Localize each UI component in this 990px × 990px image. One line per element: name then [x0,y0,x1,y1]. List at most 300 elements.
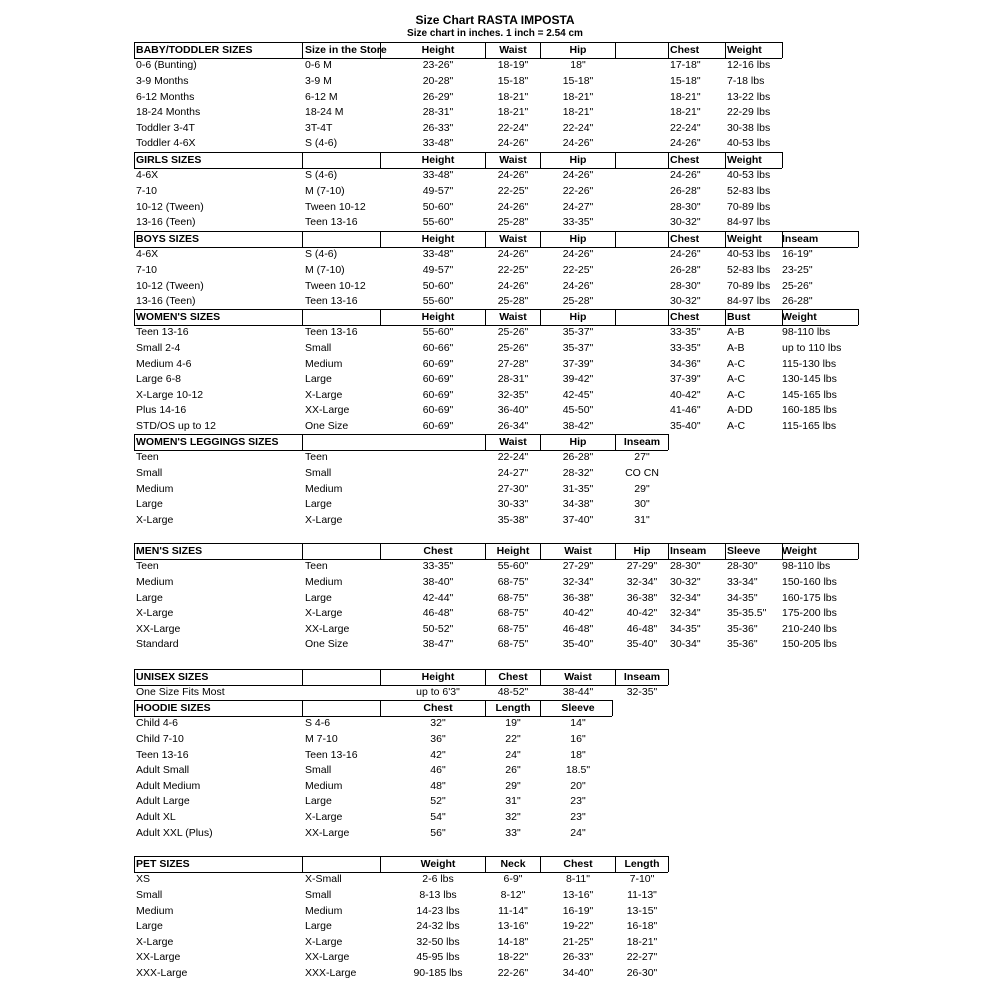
table-cell: 25-28" [497,216,529,229]
column-header: Chest [423,701,453,714]
section-header-border-side [858,231,859,247]
table-cell: 34-40" [562,967,594,979]
table-cell: Small [305,342,332,354]
section-header-divider [380,543,381,559]
table-cell: A-C [727,357,746,370]
column-header: Waist [564,544,592,557]
table-cell: 36-40" [497,404,529,417]
table-cell: 18-21" [562,90,594,103]
table-cell: 22-25" [497,264,529,276]
row-label: Large 6-8 [136,373,181,386]
table-cell: M 7-10 [305,733,338,745]
table-cell: 55-60" [422,326,454,339]
column-header: Weight [420,857,456,870]
section-header-divider [302,856,303,872]
table-cell: 23-26" [422,59,454,72]
table-cell: 36-38" [626,591,658,604]
table-cell: 18" [570,59,586,72]
column-header: Length [624,857,660,870]
table-cell: 32-34" [670,607,701,620]
row-label: 4-6X [136,248,159,261]
row-label: XXX-Large [136,967,188,979]
table-cell: 35-40" [626,638,658,651]
column-header: Hip [569,435,587,448]
table-cell: 22-24" [670,121,701,134]
table-cell: 145-165 lbs [782,388,837,401]
table-cell: S (4-6) [305,169,338,182]
table-cell: X-Large [305,388,343,401]
table-cell: 22" [505,733,521,745]
table-cell: 115-130 lbs [782,357,837,370]
section-header-border-side [134,700,135,716]
table-cell: 26-28" [670,264,701,276]
table-cell: 22-24" [497,451,529,464]
table-cell: 38-42" [562,420,594,432]
table-cell: 46-48" [626,622,658,635]
table-cell: 68-75" [497,622,529,635]
table-cell: 28-30" [670,200,701,213]
row-label: Adult Medium [136,779,201,792]
table-cell: 38-40" [422,576,454,588]
table-cell: 33-48" [422,137,454,150]
table-cell: 30-32" [670,216,701,229]
table-cell: 6-12 M [305,90,338,103]
table-cell: 33-48" [422,169,454,182]
table-cell: 46" [430,764,446,777]
table-cell: 39-42" [562,373,594,386]
table-cell: 26-28" [670,185,701,197]
section-header-divider [725,543,726,559]
row-label: Adult XXL (Plus) [136,826,213,839]
table-cell: 7-10" [629,873,655,886]
table-cell: 6-9" [503,873,523,886]
table-cell: Medium [305,779,343,792]
table-cell: 30-33" [497,498,529,511]
table-cell: A-B [727,326,745,339]
table-cell: 23-25" [782,264,813,276]
table-cell: 12-16 lbs [727,59,771,72]
table-cell: Teen 13-16 [305,326,358,339]
column-header: Sleeve [561,701,595,714]
table-cell: 13-16" [562,889,594,901]
section-header-divider [668,42,669,58]
table-cell: 30-38 lbs [727,121,771,134]
row-label: 18-24 Months [136,106,201,119]
section-title: HOODIE SIZES [136,701,211,714]
table-cell: 28-32" [562,467,594,479]
table-cell: 35-36" [727,622,758,635]
row-label: Medium 4-6 [136,357,192,370]
table-cell: 40-42" [626,607,658,620]
table-cell: 32-34" [670,591,701,604]
column-header: Inseam [670,544,707,557]
table-cell: Large [305,591,332,604]
column-header: Length [495,701,531,714]
section-header-divider [380,152,381,168]
row-label: XX-Large [136,622,181,635]
table-cell: 60-69" [422,420,454,432]
table-cell: 130-145 lbs [782,373,837,386]
row-label: 7-10 [136,264,158,276]
column-header: Waist [499,43,527,56]
section-header-divider [668,152,669,168]
table-cell: 37-39" [670,373,701,386]
table-cell: 29" [634,482,650,495]
column-header: Weight [782,310,817,323]
table-cell: 24-27" [562,200,594,213]
table-cell: 25-28" [497,295,529,308]
table-cell: 24-26" [562,248,594,261]
section-header-border-side [134,434,135,450]
table-cell: 52-83 lbs [727,185,771,197]
table-cell: 28-31" [422,106,454,119]
table-cell: 24-26" [670,248,701,261]
row-label: 10-12 (Tween) [136,279,204,292]
table-cell: XXX-Large [305,967,357,979]
table-cell: 19" [505,717,521,730]
table-cell: 31-35" [562,482,594,495]
table-cell: 24-26" [497,169,529,182]
table-cell: 26-34" [497,420,529,432]
column-header: Height [421,153,455,166]
section-title: WOMEN'S SIZES [136,310,221,323]
row-label: Toddler 4-6X [136,137,196,150]
row-label: Adult Large [136,795,190,808]
table-cell: 35-40" [670,420,701,432]
section-header-divider [302,543,303,559]
table-cell: 34-35" [727,591,758,604]
column-header: Size in the Store [305,43,387,56]
table-cell: 16" [570,733,586,745]
table-cell: 160-185 lbs [782,404,837,417]
table-cell: 25-26" [782,279,813,292]
section-header-divider [668,231,669,247]
column-header: Chest [498,670,528,683]
table-cell: 22-26" [562,185,594,197]
table-cell: 35-36" [727,638,758,651]
table-cell: 70-89 lbs [727,279,771,292]
table-cell: 70-89 lbs [727,200,771,213]
column-header: Weight [727,153,762,166]
table-cell: 24-32 lbs [416,920,460,933]
section-header-divider [302,669,303,685]
column-header: Chest [670,310,700,323]
table-cell: 24-26" [497,137,529,150]
table-cell: 46-48" [422,607,454,620]
table-cell: 19-22" [562,920,594,933]
table-cell: 28-31" [497,373,529,386]
column-header: Height [421,310,455,323]
column-header: Neck [500,857,526,870]
row-label: 7-10 [136,185,158,197]
column-header: Height [421,232,455,245]
table-cell: 27" [634,451,650,464]
section-title: BOYS SIZES [136,232,200,245]
table-cell: 42-45" [562,388,594,401]
table-cell: 24-26" [497,200,529,213]
column-header: Inseam [782,232,819,245]
column-header: Hip [569,153,587,166]
column-header: Waist [564,670,592,683]
column-header: Hip [633,544,651,557]
section-title: PET SIZES [136,857,190,870]
table-cell: 32-50 lbs [416,935,460,948]
table-cell: A-C [727,388,746,401]
table-cell: 50-60" [422,279,454,292]
table-cell: 3T-4T [305,121,333,134]
table-cell: X-Large [305,811,343,823]
section-header-border-side [134,856,135,872]
column-header: Chest [670,232,700,245]
table-cell: Medium [305,357,343,370]
row-label: 13-16 (Teen) [136,216,196,229]
table-cell: 16-19" [562,904,594,917]
table-cell: 42" [430,748,446,761]
column-header: Waist [499,232,527,245]
table-cell: up to 6'3" [416,686,460,699]
table-cell: 35-40" [562,638,594,651]
table-cell: 15-18" [562,75,594,87]
section-header-divider [725,309,726,325]
column-header: Weight [727,43,762,56]
row-label: STD/OS up to 12 [136,420,216,432]
table-cell: 33-35" [670,342,701,354]
table-cell: 32" [430,717,446,730]
table-cell: 49-57" [422,264,454,276]
table-cell: Teen 13-16 [305,216,358,229]
row-label: X-Large [136,935,174,948]
table-cell: 48-52" [497,686,529,699]
section-header-divider [302,700,303,716]
table-cell: 24-26" [562,137,594,150]
table-cell: 40-53 lbs [727,169,771,182]
table-cell: 56" [430,826,446,839]
row-label: Teen 13-16 [136,326,189,339]
section-header-border-side [134,231,135,247]
row-label: 10-12 (Tween) [136,200,204,213]
row-label: Small [136,467,163,479]
table-cell: 32-35" [497,388,529,401]
table-cell: XX-Large [305,951,350,964]
table-cell: 40-53 lbs [727,137,771,150]
table-cell: 50-60" [422,200,454,213]
table-cell: 31" [634,513,650,526]
table-cell: 24" [505,748,521,761]
row-label: Teen 13-16 [136,748,189,761]
table-cell: 37-40" [562,513,594,526]
table-cell: 22-25" [497,185,529,197]
table-cell: 25-26" [497,342,529,354]
section-title: BABY/TODDLER SIZES [136,43,253,56]
table-cell: 35-35.5" [727,607,767,620]
table-cell: Small [305,764,332,777]
table-cell: 60-69" [422,388,454,401]
table-cell: 55-60" [497,560,529,573]
section-header-border-side [134,309,135,325]
row-label: 0-6 (Bunting) [136,59,197,72]
table-cell: X-Large [305,513,343,526]
column-header: Waist [499,310,527,323]
section-title: GIRLS SIZES [136,153,202,166]
table-cell: Teen [305,560,328,573]
table-cell: Tween 10-12 [305,279,366,292]
table-cell: 24-26" [497,248,529,261]
table-cell: Small [305,467,332,479]
table-cell: 150-205 lbs [782,638,837,651]
table-cell: 8-13 lbs [419,889,457,901]
table-cell: 30-34" [670,638,701,651]
table-cell: 55-60" [422,295,454,308]
table-cell: Large [305,795,332,808]
row-label: XS [136,873,151,886]
table-cell: 13-22 lbs [727,90,771,103]
table-cell: 28-30" [670,560,701,573]
page-subtitle: Size chart in inches. 1 inch = 2.54 cm [407,28,583,39]
table-cell: 98-110 lbs [782,560,831,573]
table-cell: 32" [505,811,521,823]
row-label: 6-12 Months [136,90,195,103]
table-cell: Teen [305,451,328,464]
table-cell: One Size [305,420,349,432]
table-cell: 24" [570,826,586,839]
table-cell: 7-18 lbs [727,75,765,87]
table-cell: 27-30" [497,482,529,495]
row-label: Teen [136,451,159,464]
row-label: Medium [136,576,174,588]
table-cell: 210-240 lbs [782,622,837,635]
table-cell: X-Large [305,607,343,620]
row-label: Small [136,889,163,901]
table-cell: 24-26" [562,279,594,292]
table-cell: 18-22" [497,951,529,964]
table-cell: 60-69" [422,373,454,386]
table-cell: 18-19" [497,59,529,72]
table-cell: XX-Large [305,404,350,417]
table-cell: 18-24 M [305,106,344,119]
table-cell: A-C [727,420,746,432]
table-cell: XX-Large [305,622,350,635]
section-header-divider [668,309,669,325]
table-cell: 42-44" [422,591,454,604]
table-cell: 30-32" [670,576,701,588]
table-cell: Tween 10-12 [305,200,366,213]
section-header-border-side [782,42,783,58]
table-cell: 13-16" [497,920,529,933]
table-cell: 60-69" [422,357,454,370]
section-header-divider [725,42,726,58]
table-cell: 40-53 lbs [727,248,771,261]
column-header: Waist [499,435,527,448]
table-cell: 38-47" [422,638,454,651]
table-cell: X-Large [305,935,343,948]
table-cell: 21-25" [562,935,594,948]
row-label: Medium [136,904,174,917]
table-cell: 22-24" [497,121,529,134]
table-cell: 35-37" [562,326,594,339]
column-header: Inseam [623,435,661,448]
table-cell: 8-12" [500,889,526,901]
table-cell: M (7-10) [305,264,345,276]
table-cell: 33-34" [727,576,758,588]
column-header: Waist [499,153,527,166]
page-title: Size Chart RASTA IMPOSTA [415,13,575,27]
table-cell: 55-60" [422,216,454,229]
table-cell: 68-75" [497,591,529,604]
table-cell: 24-27" [497,467,529,479]
table-cell: 18-21" [497,90,529,103]
table-cell: Large [305,373,332,386]
table-cell: 98-110 lbs [782,326,831,339]
row-label: Plus 14-16 [136,404,187,417]
table-cell: 31" [505,795,521,808]
table-cell: 150-160 lbs [782,576,837,588]
table-cell: Medium [305,904,343,917]
table-cell: Small [305,889,332,901]
table-cell: 32-35" [626,686,658,699]
table-cell: 68-75" [497,638,529,651]
row-label: Large [136,498,163,511]
table-cell: 34-38" [562,498,594,511]
table-cell: 16-18" [626,920,658,933]
table-cell: 60-66" [422,342,454,354]
row-label: Child 7-10 [136,733,184,745]
section-header-divider [725,231,726,247]
column-header: Height [496,544,530,557]
column-header: Hip [569,310,587,323]
table-cell: 24-26" [497,279,529,292]
row-label: 13-16 (Teen) [136,295,196,308]
row-label: X-Large [136,607,174,620]
row-label: Large [136,591,163,604]
column-header: Weight [782,544,817,557]
table-cell: 22-24" [562,121,594,134]
table-cell: 22-29 lbs [727,106,771,119]
table-cell: 26" [505,764,521,777]
section-header-border-side [782,152,783,168]
table-cell: A-B [727,342,745,354]
table-cell: XX-Large [305,826,350,839]
table-cell: 14-23 lbs [416,904,460,917]
table-cell: 11-13" [627,889,657,901]
table-cell: 35-37" [562,342,594,354]
table-cell: Medium [305,482,343,495]
table-cell: 24-26" [670,137,701,150]
table-cell: 90-185 lbs [413,967,463,979]
column-header: Bust [727,310,751,323]
table-cell: 30-32" [670,295,701,308]
row-label: Teen [136,560,159,573]
table-cell: CO CN [625,467,659,479]
table-cell: 45-50" [562,404,594,417]
table-cell: 36-38" [562,591,594,604]
table-cell: 50-52" [422,622,454,635]
table-cell: 18.5" [565,764,591,777]
table-cell: 20" [570,779,586,792]
table-cell: 33-35" [422,560,454,573]
section-header-divider [302,309,303,325]
table-cell: 33-35" [562,216,594,229]
table-cell: 52-83 lbs [727,264,771,276]
section-header-border-side [134,543,135,559]
table-cell: 23" [570,795,586,808]
table-cell: up to 110 lbs [782,342,842,354]
section-header-border-side [134,669,135,685]
section-header-divider [380,231,381,247]
section-header-divider [302,42,303,58]
table-cell: 29" [505,779,521,792]
row-label: 4-6X [136,169,159,182]
column-header: Hip [569,232,587,245]
